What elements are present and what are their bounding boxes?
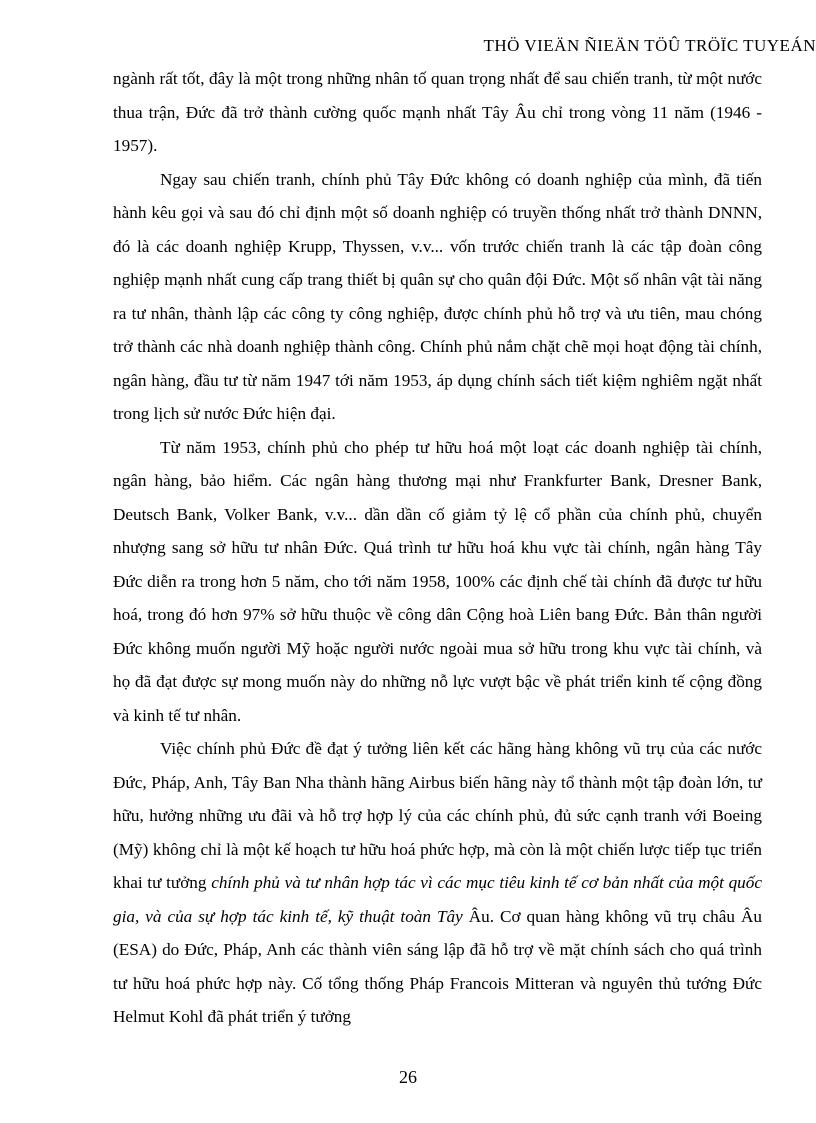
paragraph-3: Từ năm 1953, chính phủ cho phép tư hữu hoá một loạt các doanh nghiệp tài chính, ngân hàng, bảo hiểm. Các ngân hàng thương mại như Frankfurter Bank, Dresner Bank, Deutsch Bank, Volker Bank, v.v... dần dần cố giảm tỷ lệ cổ phần của chính phủ, chuyển nhượng sang sở hữu tư nhân Đức. Quá trình tư hữu hoá khu vực tài chính, ngân hàng Tây Đức diễn ra trong hơn 5 năm, cho tới năm 1958, 100% các định chế tài chính đã được tư hữu hoá, trong đó hơn 97% sở hữu thuộc về công dân Cộng hoà Liên bang Đức. Bản thân người Đức không muốn người Mỹ hoặc người nước ngoài mua sở hữu trong khu vực tài chính, và họ đã đạt được sự mong muốn này do những nỗ lực vượt bậc về phát triển kinh tế cộng đồng và kinh tế tư nhân. xyxy=(113,437,762,725)
page-header: THÖ VIEÄN ÑIEÄN TÖÛ TRÖÏC TUYEÁN xyxy=(483,36,816,55)
paragraph-2: Ngay sau chiến tranh, chính phủ Tây Đức không có doanh nghiệp của mình, đã tiến hành kêu gọi và sau đó chỉ định một số doanh nghiệp có truyền thống nhất trở thành DNNN, đó là các doanh nghiệp Krupp, Thyssen, v.v... vốn trước chiến tranh là các tập đoàn công nghiệp mạnh nhất cung cấp trang thiết bị quân sự cho quân đội Đức. Một số nhân vật tài năng ra tư nhân, thành lập các công ty công nghiệp, được chính phủ hỗ trợ và ưu tiên, mau chóng trở thành các nhà doanh nghiệp thành công. Chính phủ nắm chặt chẽ mọi hoạt động tài chính, ngân hàng, đầu tư từ năm 1947 tới năm 1953, áp dụng chính sách tiết kiệm nghiêm ngặt nhất trong lịch sử nước Đức hiện đại. xyxy=(113,169,762,423)
document-body xyxy=(113,62,762,1034)
page-number: 26 xyxy=(399,1067,417,1087)
paragraph-4-italic-text: chính phủ và tư nhân hợp tác vì các mục tiêu kinh tế cơ bản nhất của một quốc gia, và của sự hợp tác kinh tế, kỹ thuật toàn Tây xyxy=(113,873,762,926)
paragraph-4 xyxy=(113,732,762,1034)
paragraph-4-text: Việc chính phủ Đức đề đạt ý tưởng liên kết các hãng hàng không vũ trụ của các nước Đức, Pháp, Anh, Tây Ban Nha thành hãng Airbus biến hãng này tổ thành một tập đoàn lớn, tư hữu, hưởng những ưu đãi và hỗ trợ hợp lý của các chính phủ, đủ sức cạnh tranh với Boeing (Mỹ) không chỉ là một kế hoạch tư hữu hoá phức hợp, mà còn là một chiến lược tiếp tục triển khai tư tưởng xyxy=(113,739,762,892)
paragraph-1: ngành rất tốt, đây là một trong những nhân tố quan trọng nhất để sau chiến tranh, từ một nước thua trận, Đức đã trở thành cường quốc mạnh nhất Tây Âu chỉ trong vòng 11 năm (1946 - 1957). xyxy=(113,69,762,155)
paragraph-4-text-end: Âu. Cơ quan hàng không vũ trụ châu Âu (ESA) do Đức, Pháp, Anh các thành viên sáng lập đã hỗ trợ về mặt chính sách cho quá trình tư hữu hoá phức hợp này. Cố tổng thống Pháp Francois Mitteran và nguyên thủ tướng Đức Helmut Kohl đã phát triển ý tưởng xyxy=(113,906,762,1026)
